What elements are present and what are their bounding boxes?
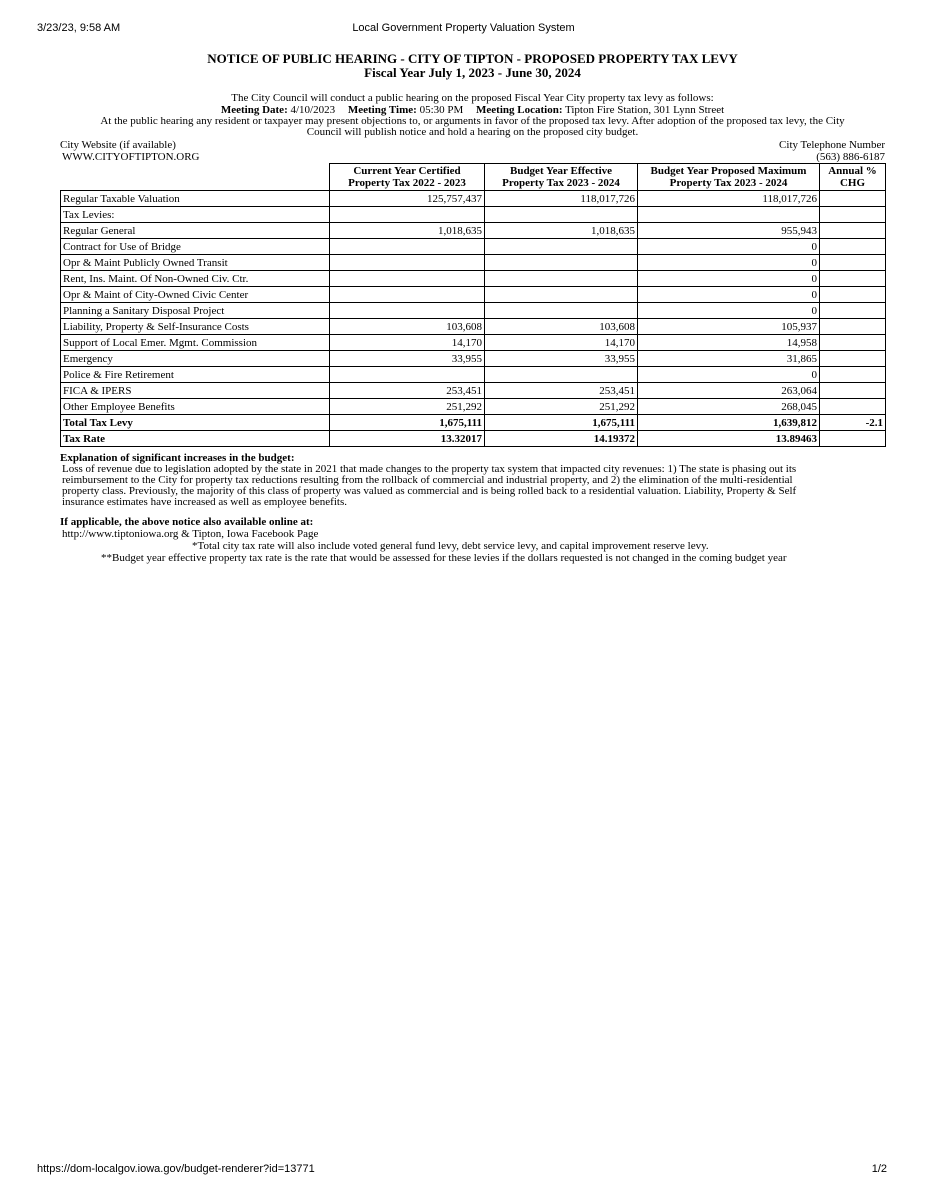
current-year-value	[330, 367, 485, 383]
budget-effective-value	[485, 239, 638, 255]
budget-effective-value	[485, 303, 638, 319]
table-row	[61, 255, 886, 271]
budget-effective-value: 253,451	[485, 383, 638, 399]
meeting-location: Tipton Fire Station, 301 Lynn Street	[565, 104, 725, 116]
current-year-value	[330, 303, 485, 319]
table-row	[61, 383, 886, 399]
table-row	[61, 415, 886, 431]
row-label: Support of Local Emer. Mgmt. Commission	[61, 335, 330, 351]
current-year-value	[330, 255, 485, 271]
current-year-value: 253,451	[330, 383, 485, 399]
table-row	[61, 351, 886, 367]
annual-chg-value	[820, 223, 886, 239]
budget-effective-value: 251,292	[485, 399, 638, 415]
budget-proposed-value: 0	[638, 303, 820, 319]
budget-effective-value	[485, 255, 638, 271]
budget-proposed-value: 955,943	[638, 223, 820, 239]
budget-proposed-value: 0	[638, 255, 820, 271]
annual-chg-value	[820, 367, 886, 383]
budget-proposed-value: 0	[638, 287, 820, 303]
annual-chg-value	[820, 287, 886, 303]
explanation-text: Loss of revenue due to legislation adopted by the state in 2021 that made changes to the property tax system that impacted city revenues: 1) The state is phasing out its reimbursement to the City for property tax reductions resulting from the rollback of commercial and industrial property, and 2) the elimination of the multi-residential property class. Previously, the majority of this class of property was valued as commercial and is being rolled back to a residential valuation. Liability, Property & Self insurance estimates have increased as well as employee benefits.	[62, 463, 797, 508]
budget-proposed-value: 0	[638, 271, 820, 287]
annual-chg-value	[820, 335, 886, 351]
table-row	[61, 319, 886, 335]
online-url: http://www.tiptoniowa.org & Tipton, Iowa Facebook Page	[62, 528, 319, 540]
row-label: Opr & Maint Publicly Owned Transit	[61, 255, 330, 271]
budget-effective-value	[485, 271, 638, 287]
table-row	[61, 239, 886, 255]
levy-table	[60, 163, 886, 447]
notice-subtitle: Fiscal Year July 1, 2023 - June 30, 2024	[364, 65, 581, 80]
budget-effective-value	[485, 287, 638, 303]
table-row	[61, 223, 886, 239]
table-row	[61, 287, 886, 303]
table-row	[61, 367, 886, 383]
budget-proposed-value: 14,958	[638, 335, 820, 351]
header-annual-chg: Annual % CHG	[820, 164, 886, 191]
current-year-value: 1,675,111	[330, 415, 485, 431]
header-blank	[61, 164, 330, 191]
notice-document	[60, 52, 885, 564]
table-row	[61, 303, 886, 319]
table-row	[61, 399, 886, 415]
current-year-value: 251,292	[330, 399, 485, 415]
row-label: Tax Levies:	[61, 207, 330, 223]
city-phone: (563) 886-6187	[816, 151, 885, 163]
budget-proposed-value: 268,045	[638, 399, 820, 415]
row-label: Other Employee Benefits	[61, 399, 330, 415]
header-budget-effective: Budget Year Effective Property Tax 2023 - 2024	[485, 164, 638, 191]
current-year-value	[330, 287, 485, 303]
budget-proposed-value: 1,639,812	[638, 415, 820, 431]
budget-effective-value	[485, 207, 638, 223]
row-label: Opr & Maint of City-Owned Civic Center	[61, 287, 330, 303]
notice-title: NOTICE OF PUBLIC HEARING - CITY OF TIPTON - PROPOSED PROPERTY TAX LEVY	[207, 51, 738, 66]
budget-effective-value: 33,955	[485, 351, 638, 367]
objections-line-2: Council will publish notice and hold a hearing on the proposed city budget.	[306, 126, 639, 138]
budget-proposed-value: 0	[638, 239, 820, 255]
budget-proposed-value: 263,064	[638, 383, 820, 399]
header-budget-proposed: Budget Year Proposed Maximum Property Tax 2023 - 2024	[638, 164, 820, 191]
print-datetime: 3/23/23, 9:58 AM	[37, 22, 121, 34]
row-label: Contract for Use of Bridge	[61, 239, 330, 255]
explanation-heading: Explanation of significant increases in the budget:	[60, 452, 295, 464]
budget-effective-value: 103,608	[485, 319, 638, 335]
budget-proposed-value	[638, 207, 820, 223]
table-row	[61, 191, 886, 207]
annual-chg-value	[820, 255, 886, 271]
budget-effective-value: 1,675,111	[485, 415, 638, 431]
annual-chg-value	[820, 207, 886, 223]
budget-proposed-value: 31,865	[638, 351, 820, 367]
meeting-date: 4/10/2023	[290, 104, 336, 116]
contact-row	[60, 139, 885, 163]
annual-chg-value	[820, 319, 886, 335]
effective-rate-note: **Budget year effective property tax rate is the rate that would be assessed for these levies if the dollars requested is not changed in the coming budget year	[101, 552, 787, 564]
current-year-value	[330, 239, 485, 255]
current-year-value	[330, 271, 485, 287]
row-label: Planning a Sanitary Disposal Project	[61, 303, 330, 319]
levy-table-header	[61, 164, 886, 191]
table-row	[61, 207, 886, 223]
current-year-value	[330, 207, 485, 223]
city-website: WWW.CITYOFTIPTON.ORG	[62, 151, 200, 163]
print-header	[0, 22, 927, 36]
budget-effective-value: 118,017,726	[485, 191, 638, 207]
current-year-value: 13.32017	[330, 431, 485, 447]
current-year-value: 1,018,635	[330, 223, 485, 239]
row-label: Total Tax Levy	[61, 415, 330, 431]
current-year-value: 33,955	[330, 351, 485, 367]
row-label: Emergency	[61, 351, 330, 367]
annual-chg-value	[820, 239, 886, 255]
annual-chg-value: -2.1	[820, 415, 886, 431]
budget-proposed-value: 0	[638, 367, 820, 383]
print-site-title: Local Government Property Valuation System	[352, 22, 575, 34]
row-label: Police & Fire Retirement	[61, 367, 330, 383]
row-label: Regular Taxable Valuation	[61, 191, 330, 207]
header-current-year: Current Year Certified Property Tax 2022 - 2023	[330, 164, 485, 191]
budget-effective-value: 14.19372	[485, 431, 638, 447]
print-footer	[0, 1163, 927, 1177]
notice-intro: The City Council will conduct a public hearing on the proposed Fiscal Year City property tax levy as follows:	[231, 92, 714, 104]
row-label: Rent, Ins. Maint. Of Non-Owned Civ. Ctr.	[61, 271, 330, 287]
budget-proposed-value: 118,017,726	[638, 191, 820, 207]
annual-chg-value	[820, 271, 886, 287]
row-label: Liability, Property & Self-Insurance Costs	[61, 319, 330, 335]
meeting-location-label: Meeting Location:	[476, 104, 563, 116]
row-label: FICA & IPERS	[61, 383, 330, 399]
phone-label: City Telephone Number	[779, 139, 885, 151]
print-url: https://dom-localgov.iowa.gov/budget-renderer?id=13771	[37, 1163, 315, 1175]
online-heading: If applicable, the above notice also available online at:	[60, 516, 314, 528]
budget-effective-value: 1,018,635	[485, 223, 638, 239]
budget-proposed-value: 13.89463	[638, 431, 820, 447]
annual-chg-value	[820, 383, 886, 399]
meeting-time: 05:30 PM	[419, 104, 464, 116]
website-label: City Website (if available)	[60, 139, 176, 151]
current-year-value: 125,757,437	[330, 191, 485, 207]
table-row	[61, 431, 886, 447]
current-year-value: 14,170	[330, 335, 485, 351]
objections-line-1: At the public hearing any resident or taxpayer may present objections to, or arguments in favor of the proposed tax levy. After adoption of the proposed tax levy, the City	[100, 115, 845, 127]
annual-chg-value	[820, 351, 886, 367]
row-label: Tax Rate	[61, 431, 330, 447]
tax-rate-note: *Total city tax rate will also include voted general fund levy, debt service levy, and capital improvement reserve levy.	[192, 540, 709, 552]
current-year-value: 103,608	[330, 319, 485, 335]
annual-chg-value	[820, 399, 886, 415]
budget-effective-value	[485, 367, 638, 383]
annual-chg-value	[820, 191, 886, 207]
row-label: Regular General	[61, 223, 330, 239]
table-row	[61, 335, 886, 351]
print-page-number: 1/2	[871, 1163, 887, 1175]
annual-chg-value	[820, 303, 886, 319]
budget-effective-value: 14,170	[485, 335, 638, 351]
budget-proposed-value: 105,937	[638, 319, 820, 335]
meeting-date-label: Meeting Date:	[220, 104, 288, 116]
meeting-time-label: Meeting Time:	[347, 104, 417, 116]
table-row	[61, 271, 886, 287]
annual-chg-value	[820, 431, 886, 447]
